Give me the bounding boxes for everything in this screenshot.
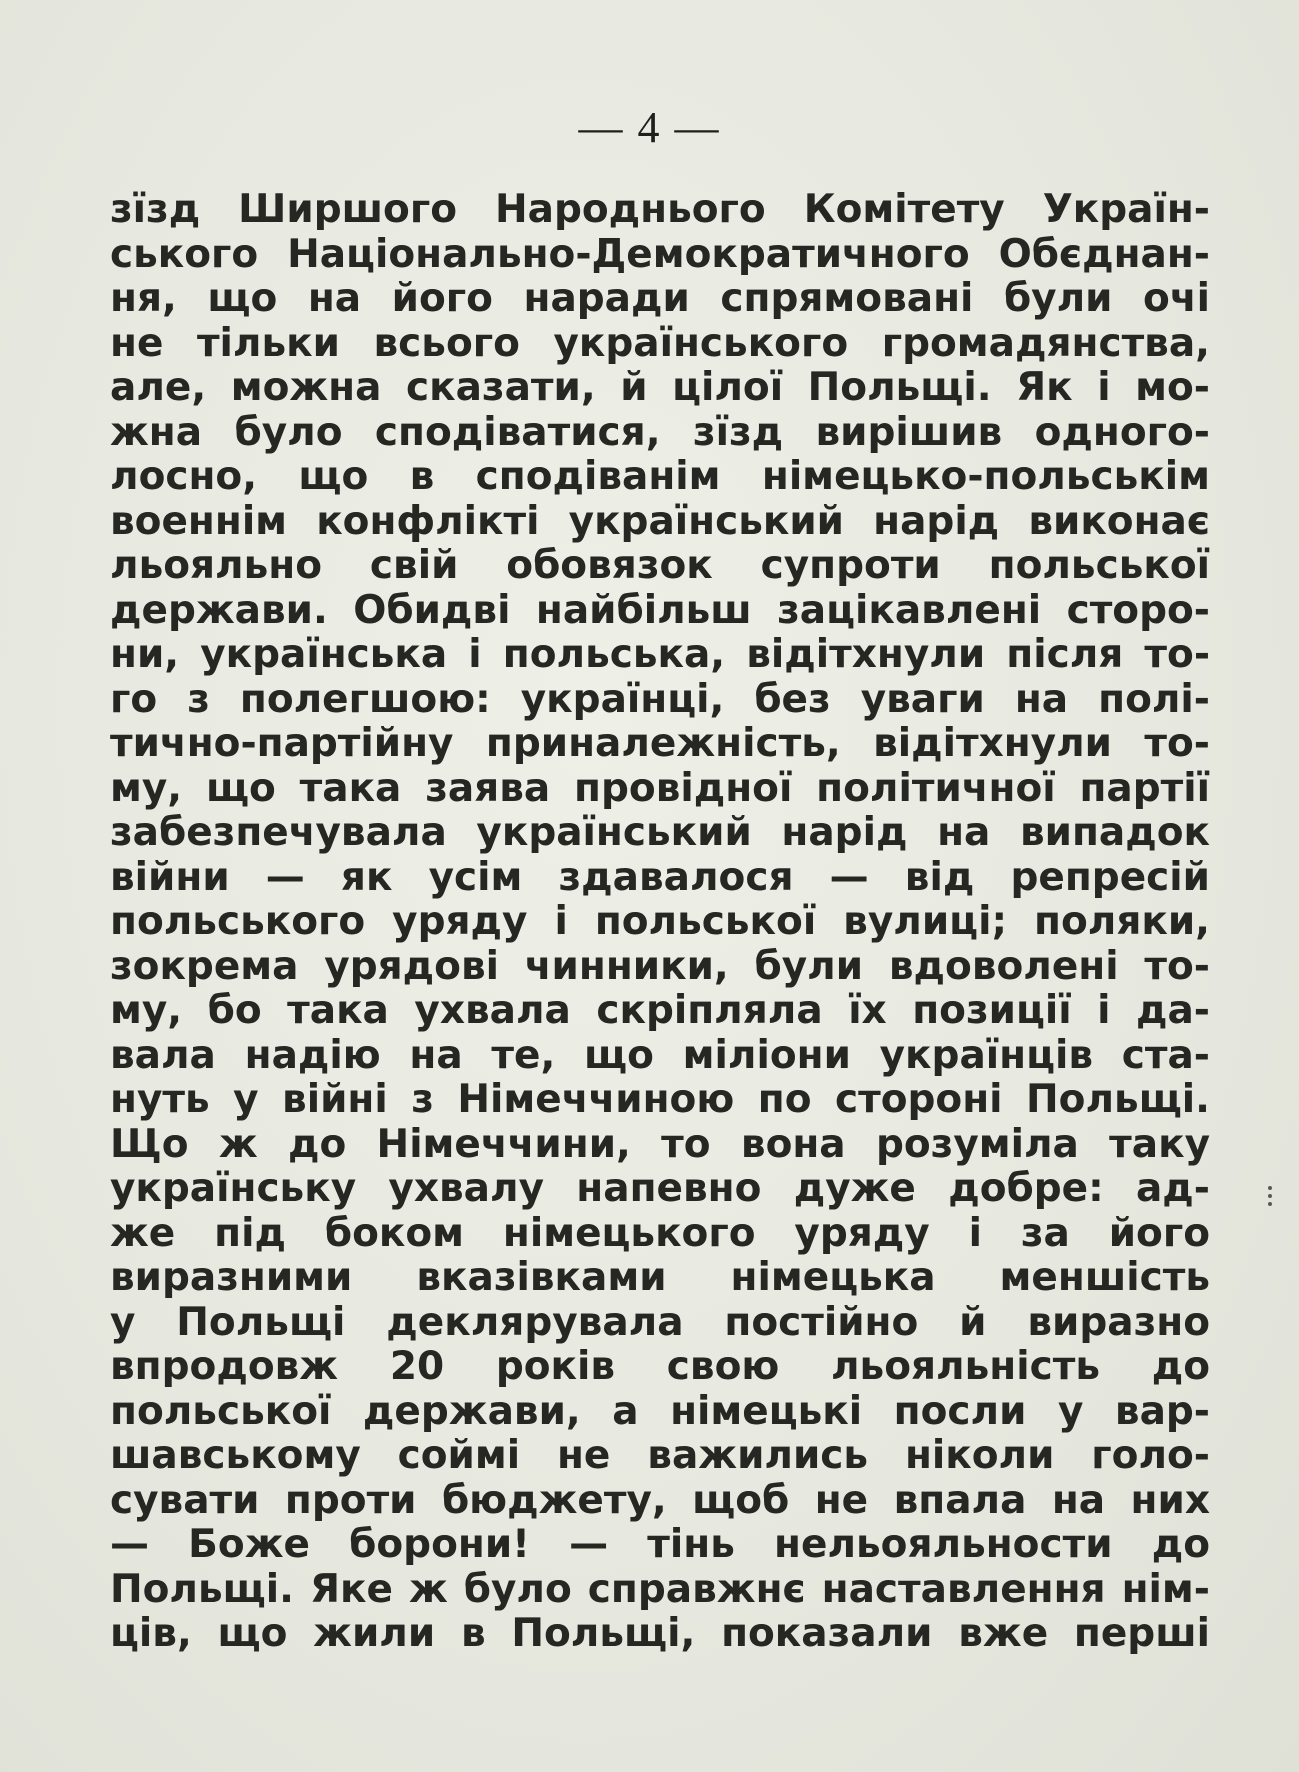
margin-speck [1268, 1186, 1278, 1206]
text-line: забезпечувала український нарід на випадок [110, 811, 1210, 855]
page-number: — 4 — [578, 103, 721, 152]
text-line: нуть у війні з Німеччиною по стороні Польщі. [110, 1078, 1210, 1122]
text-line: му, бо така ухвала скріпляла їх позиції і да- [110, 989, 1210, 1033]
text-line: же під боком німецького уряду і за його [110, 1211, 1210, 1256]
text-line: шавському соймі не важились ніколи голо- [110, 1434, 1210, 1478]
text-line: лосно, що в сподіванім німецько-польськім [110, 455, 1210, 499]
text-line: українську ухвалу напевно дуже добре: ад- [110, 1167, 1210, 1211]
text-line: льояльно свій обовязок супроти польської [110, 544, 1210, 588]
text-line: держави. Обидві найбільш зацікавлені сторо- [110, 588, 1210, 633]
text-line: ців, що жили в Польщі, показали вже перші [110, 1612, 1210, 1656]
text-line: ни, українська і польська, відітхнули після то- [110, 633, 1210, 677]
text-line: Що ж до Німеччини, то вона розуміла таку [110, 1122, 1210, 1167]
text-line: ського Національно-Демократичного Обєднан- [110, 232, 1210, 277]
text-line: Польщі. Яке ж було справжнє наставлення нім- [110, 1567, 1210, 1612]
text-line: ня, що на його наради спрямовані були очі [110, 277, 1210, 321]
text-line: війни — як усім здавалося — від репресій [110, 855, 1210, 900]
text-line: але, можна сказати, й цілої Польщі. Як і мо- [110, 366, 1210, 410]
text-line: сувати проти бюджету, щоб не впала на них [110, 1478, 1210, 1523]
text-line: — Боже борони! — тінь нельояльности до [110, 1523, 1210, 1567]
text-line: му, що така заява провідної політичної партії [110, 766, 1210, 811]
text-line: не тільки всього українського громадянства, [110, 321, 1210, 366]
text-line: зокрема урядові чинники, були вдоволені то- [110, 944, 1210, 989]
text-line: у Польщі деклярувала постійно й виразно [110, 1300, 1210, 1345]
text-line: военнім конфлікті український нарід виконає [110, 499, 1210, 544]
text-line: вала надію на те, що міліони українців ста- [110, 1033, 1210, 1078]
text-line: польського уряду і польської вулиці; поляки, [110, 900, 1210, 944]
text-line: тично-партійну приналежність, відітхнули то- [110, 722, 1210, 766]
text-line: виразними вказівками німецька меншість [110, 1256, 1210, 1300]
text-line: зїзд Ширшого Народнього Комітету Україн- [110, 188, 1210, 232]
text-line: жна було сподіватися, зїзд вирішив одного- [110, 410, 1210, 455]
text-line: впродовж 20 років свою льояльність до [110, 1345, 1210, 1389]
text-line: польської держави, а німецькі посли у вар- [110, 1389, 1210, 1434]
body-text [110, 188, 1210, 1657]
text-line: го з полегшою: українці, без уваги на полі- [110, 677, 1210, 722]
